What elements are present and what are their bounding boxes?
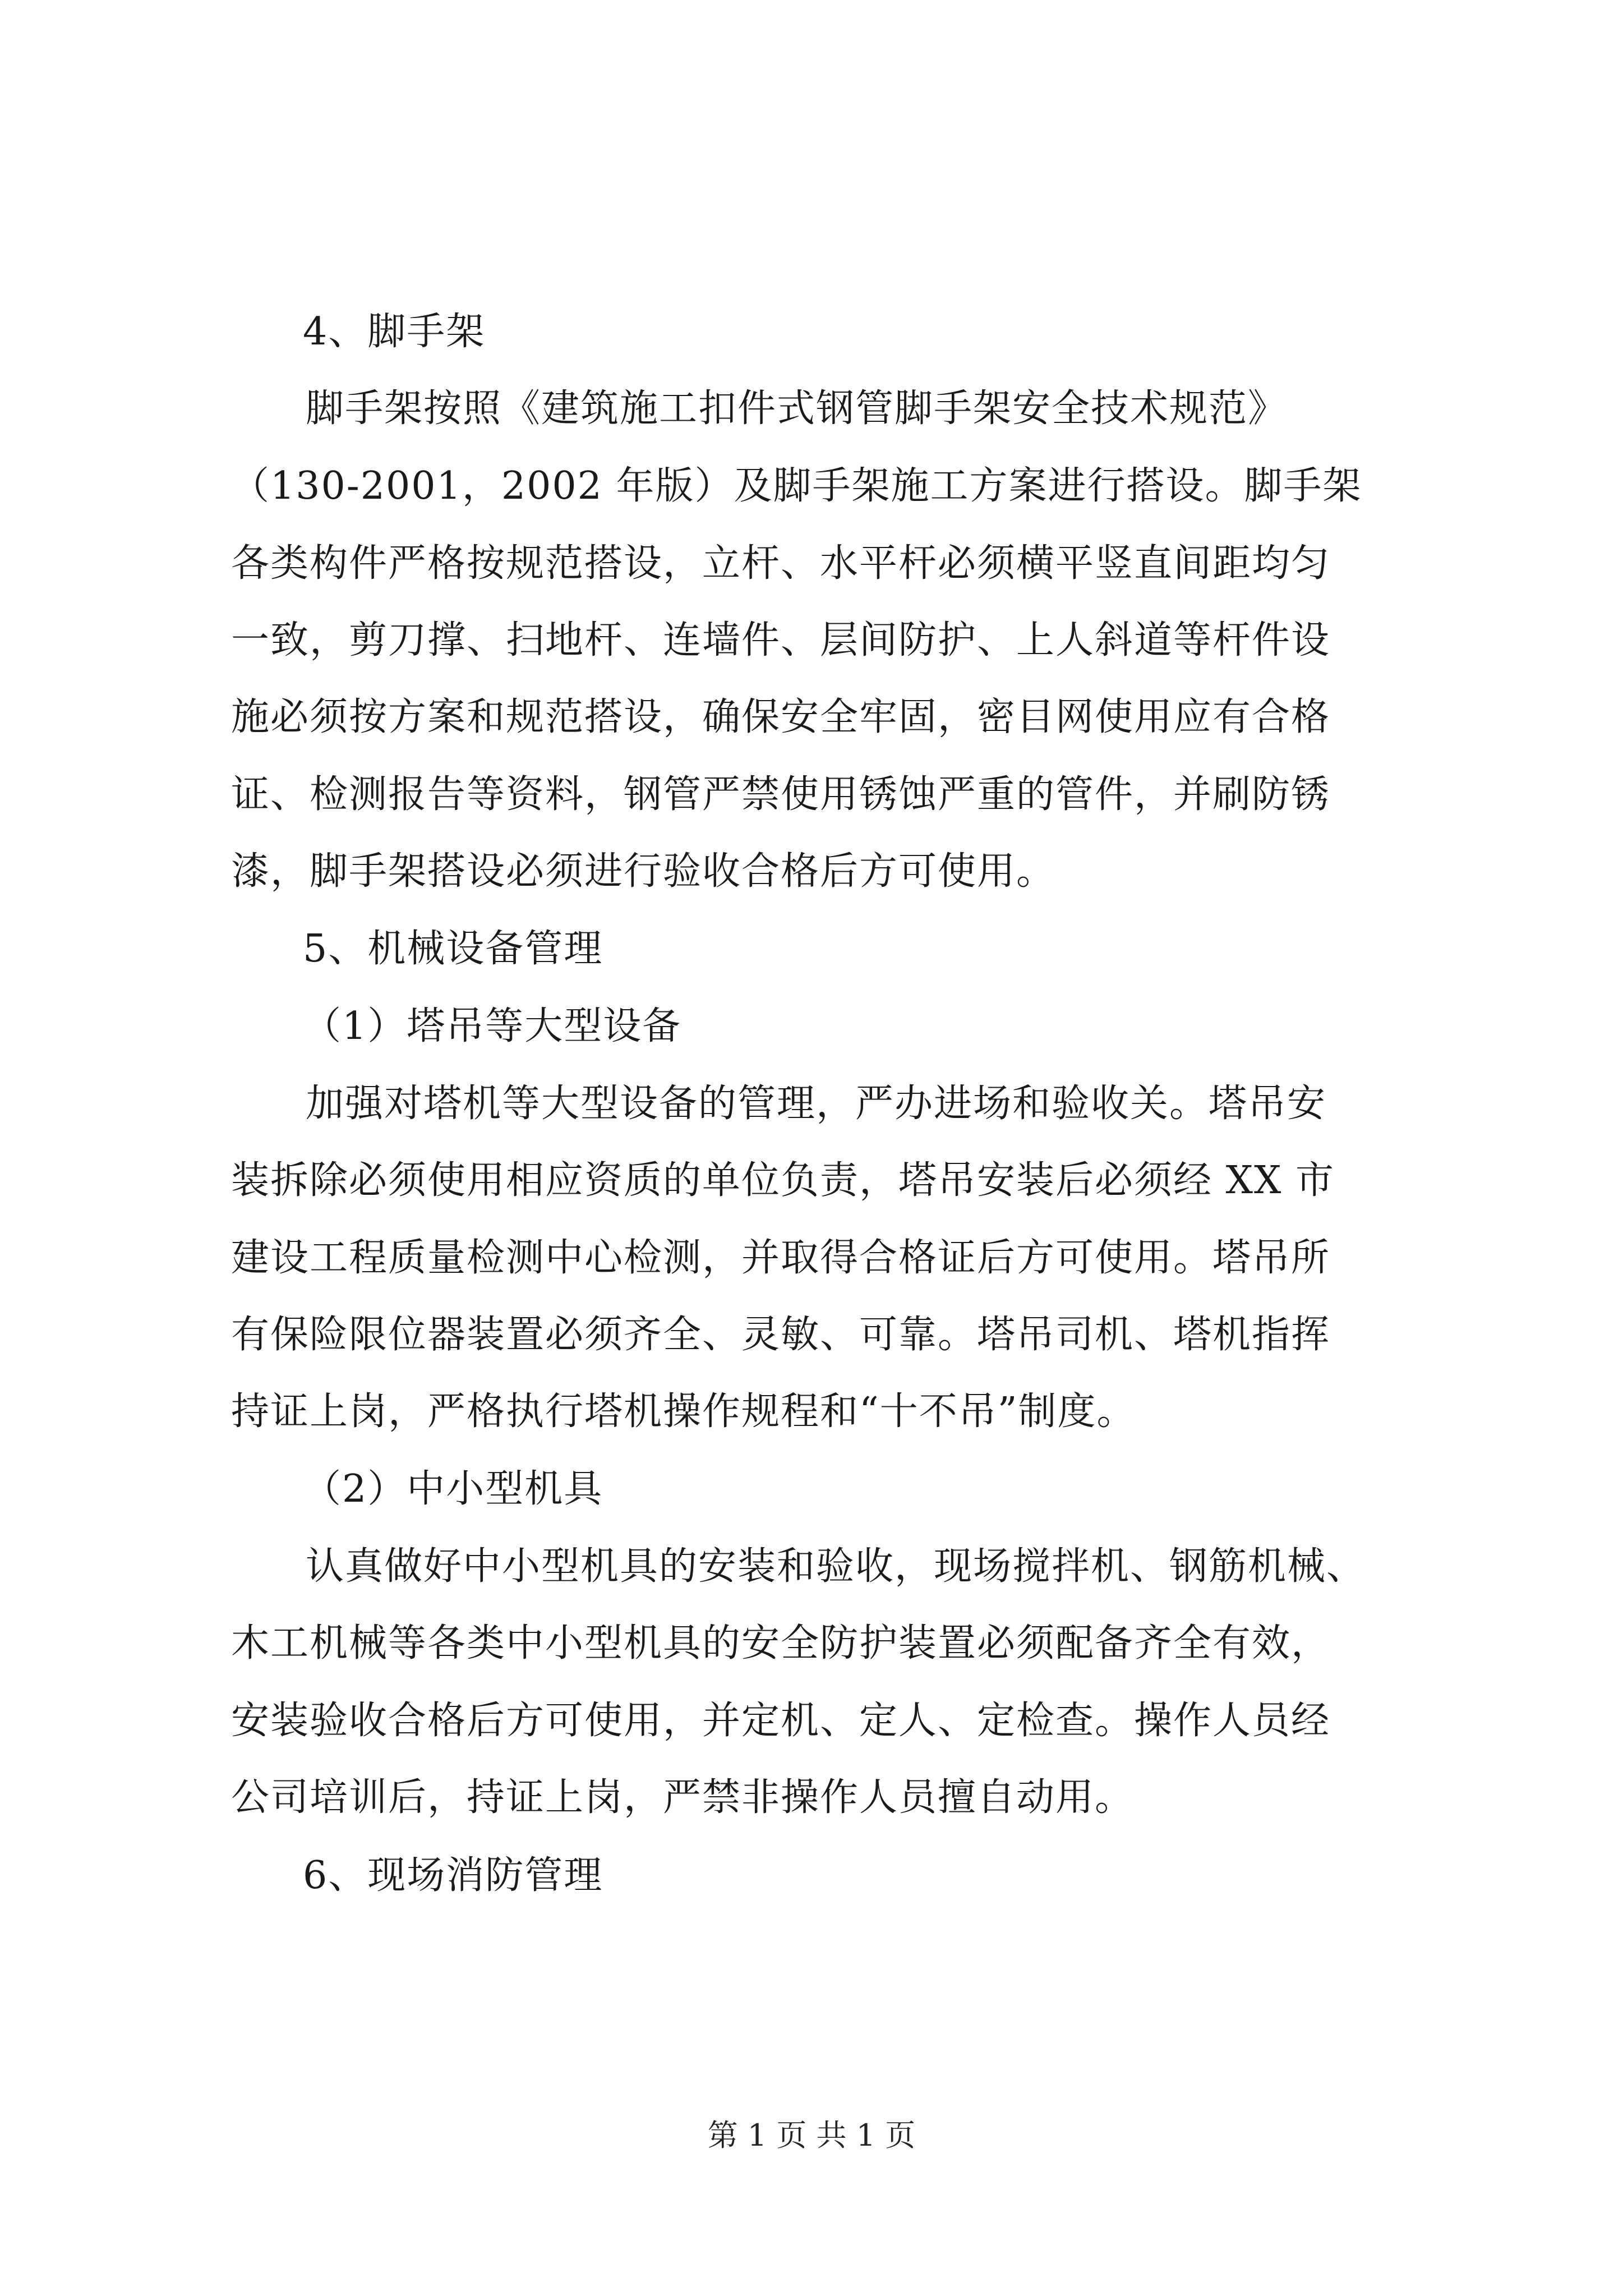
section-5-1-paragraph-line: 加强对塔机等大型设备的管理，严办进场和验收关。塔吊安 (306, 1082, 1327, 1126)
section-5-1-paragraph-line: 有保险限位器装置必须齐全、灵敏、可靠。塔吊司机、塔机指挥 (231, 1313, 1331, 1357)
section-4-paragraph-line: 漆，脚手架搭设必须进行验收合格后方可使用。 (231, 849, 1056, 894)
section-5-2-heading: （2）中小型机具 (303, 1467, 603, 1511)
section-5-2-paragraph-line: 公司培训后，持证上岗，严禁非操作人员擅自动用。 (231, 1775, 1135, 1820)
section-5-heading: 5、机械设备管理 (303, 927, 603, 971)
page-footer: 第 1 页 共 1 页 (707, 2118, 916, 2153)
section-4-paragraph-line: 一致，剪刀撑、扫地杆、连墙件、层间防护、上人斜道等杆件设 (231, 618, 1331, 662)
section-4-paragraph-line: 证、检测报告等资料，钢管严禁使用锈蚀严重的管件，并刷防锈 (231, 772, 1331, 817)
section-4-paragraph-line: 各类构件严格按规范搭设，立杆、水平杆必须横平竖直间距均匀 (231, 541, 1331, 586)
section-5-2-paragraph-line: 木工机械等各类中小型机具的安全防护装置必须配备齐全有效， (231, 1621, 1331, 1665)
section-6-heading: 6、现场消防管理 (303, 1853, 603, 1898)
section-5-2-paragraph-line: 认真做好中小型机具的安装和验收，现场搅拌机、钢筋机械、 (306, 1544, 1366, 1589)
section-5-1-paragraph-line: 装拆除必须使用相应资质的单位负责，塔吊安装后必须经 XX 市 (231, 1158, 1335, 1203)
section-5-1-paragraph-line: 建设工程质量检测中心检测，并取得合格证后方可使用。塔吊所 (231, 1236, 1331, 1280)
section-5-1-paragraph-line: 持证上岗，严格执行塔机操作规程和“十不吊”制度。 (231, 1389, 1136, 1434)
section-4-paragraph-line: 施必须按方案和规范搭设，确保安全牢固，密目网使用应有合格 (231, 695, 1331, 739)
section-5-2-paragraph-line: 安装验收合格后方可使用，并定机、定人、定检查。操作人员经 (231, 1699, 1331, 1743)
section-4-paragraph-line: 脚手架按照《建筑施工扣件式钢管脚手架安全技术规范》 (306, 386, 1288, 431)
section-4-heading: 4、脚手架 (303, 310, 486, 354)
section-5-1-heading: （1）塔吊等大型设备 (303, 1004, 682, 1048)
section-4-paragraph-line: （130-2001，2002 年版）及脚手架施工方案进行搭设。脚手架 (231, 464, 1362, 508)
